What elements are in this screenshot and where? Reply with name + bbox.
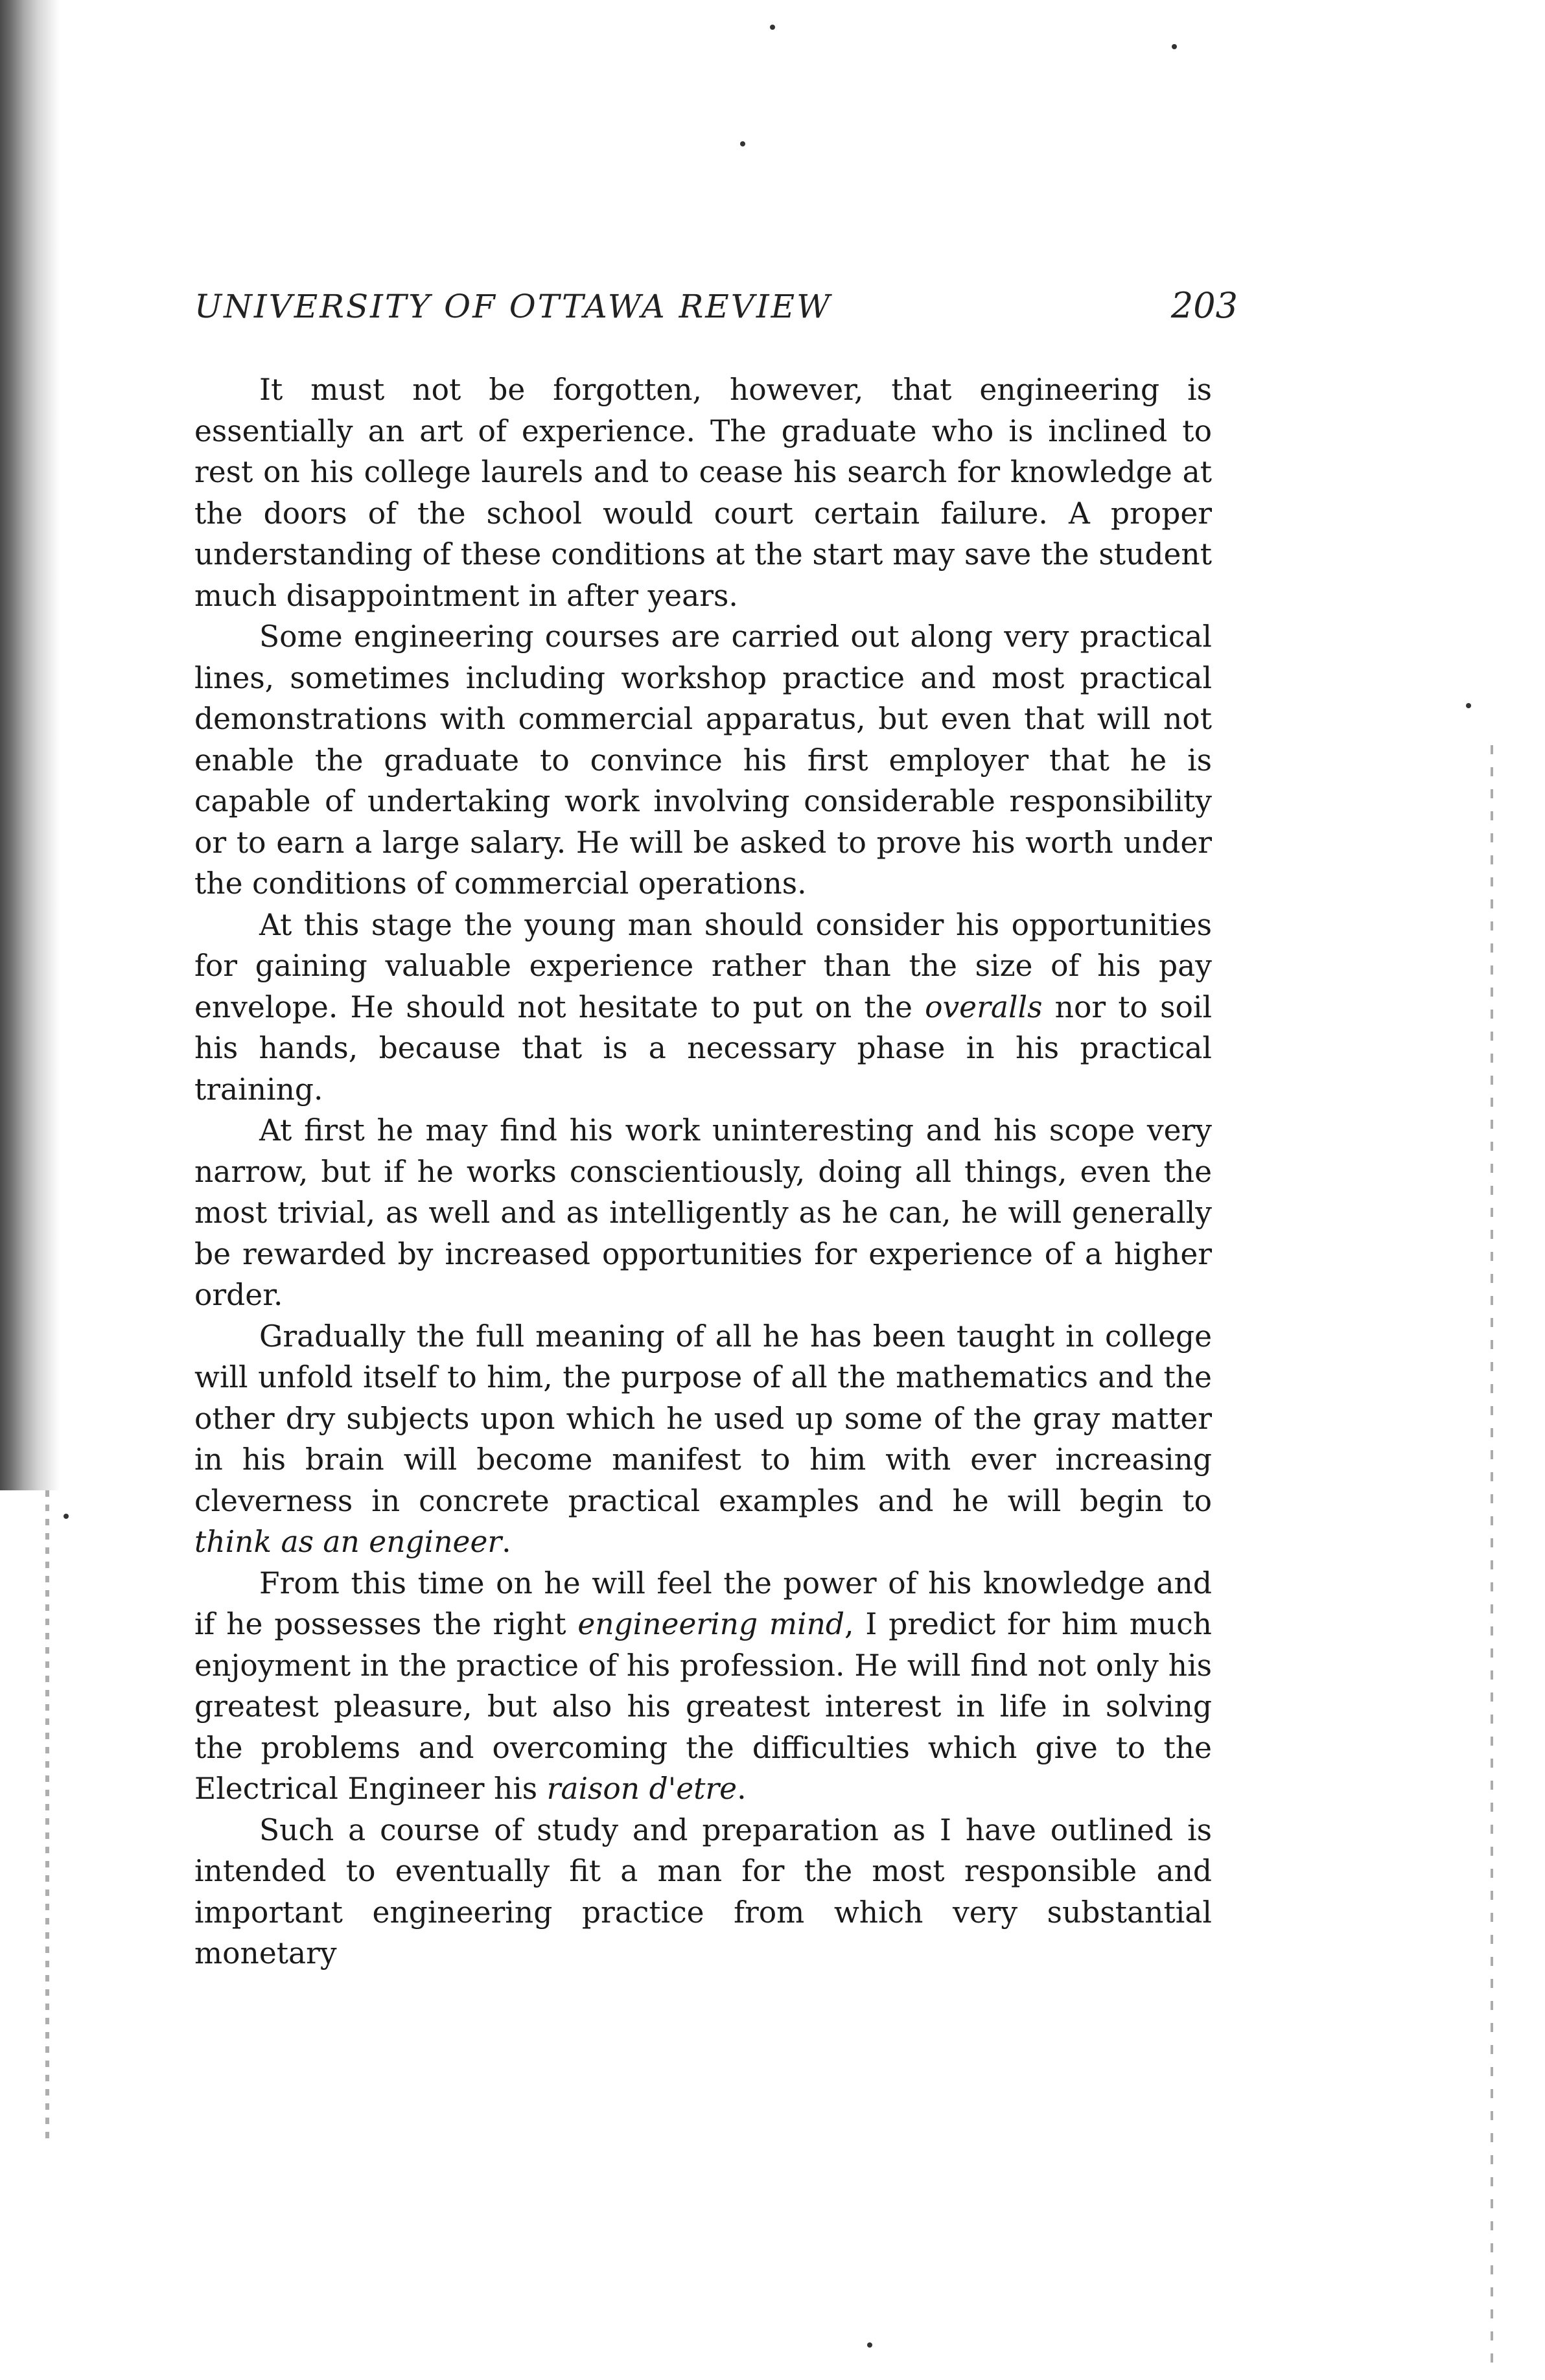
scan-speck (740, 141, 745, 146)
paragraph-text: Some engineering courses are carried out along very practical lines, sometimes including workshop practice and most practical demonstrations with commercial apparatus, but even that will not enable the graduate to convince his first employer that he is capable of undertaking work involving considerable responsibility or to earn a large salary. He will be asked to prove his worth under the conditions of commercial operations. (194, 619, 1212, 901)
paragraph (194, 1563, 1212, 1810)
scan-speck (867, 2342, 872, 2348)
paragraph (194, 1316, 1212, 1563)
article-body (194, 369, 1212, 1974)
paragraph (194, 905, 1212, 1111)
binding-edge-shadow (0, 0, 60, 1490)
italic-term: think as an engineer (194, 1525, 502, 1559)
paragraph-text: . (737, 1772, 747, 1806)
paragraph (194, 616, 1212, 905)
binding-edge-trace (45, 1490, 49, 2138)
paragraph-text: nor to soil his hands, because that is a necessary phase in his practical training. (194, 989, 1212, 1107)
scan-speck (1172, 44, 1177, 49)
italic-term: raison d'etre (546, 1772, 738, 1806)
running-title: UNIVERSITY OF OTTAWA REVIEW (194, 288, 832, 325)
page-number: 203 (1170, 285, 1238, 326)
page-edge-trace (1491, 745, 1493, 2365)
italic-term: engineering mind (577, 1607, 845, 1641)
running-head (194, 285, 1238, 337)
italic-term: overalls (925, 989, 1043, 1024)
paragraph-text: . (502, 1525, 511, 1559)
scan-speck (64, 1514, 69, 1519)
paragraph-text: From this time on he will feel the power of his knowledge and if he possesses the right (194, 1565, 1212, 1641)
paragraph-text: , I predict for him much enjoyment in the practice of his profession. He will find not only his greatest pleasure, but also his greatest interest in life in solving the problems and overcoming the difficulties which give to the Electrical Engineer his (194, 1607, 1212, 1806)
scan-speck (1466, 703, 1471, 708)
scan-speck (770, 25, 775, 30)
paragraph-text: At first he may find his work uninteresting and his scope very narrow, but if he works conscientiously, doing all things, even the most trivial, as well and as intelligently as he can, he will generally be rewarded by increased opportunities for experience of a higher order. (194, 1113, 1212, 1312)
paragraph (194, 369, 1212, 616)
paragraph-text: Such a course of study and preparation as I have outlined is intended to eventually fit a man for the most responsible and important engineering practice from which very substantial monetary (194, 1812, 1212, 1970)
paragraph (194, 1110, 1212, 1316)
paragraph-text: It must not be forgotten, however, that engineering is essentially an art of experience. The graduate who is inclined to rest on his college laurels and to cease his search for knowledge at the doors of the school would court certain failure. A proper understanding of these conditions at the start may save the student much disappointment in after years. (194, 373, 1212, 613)
paragraph-text: At this stage the young man should consider his opportunities for gaining valuable experience rather than the size of his pay envelope. He should not hesitate to put on the (194, 907, 1212, 1024)
paragraph-text: Gradually the full meaning of all he has been taught in college will unfold itself to him, the purpose of all the mathematics and the other dry subjects upon which he used up some of the gray matter in his brain will become manifest to him with ever increasing cleverness in concrete practical examples and he will begin to (194, 1319, 1212, 1518)
paragraph (194, 1810, 1212, 1974)
